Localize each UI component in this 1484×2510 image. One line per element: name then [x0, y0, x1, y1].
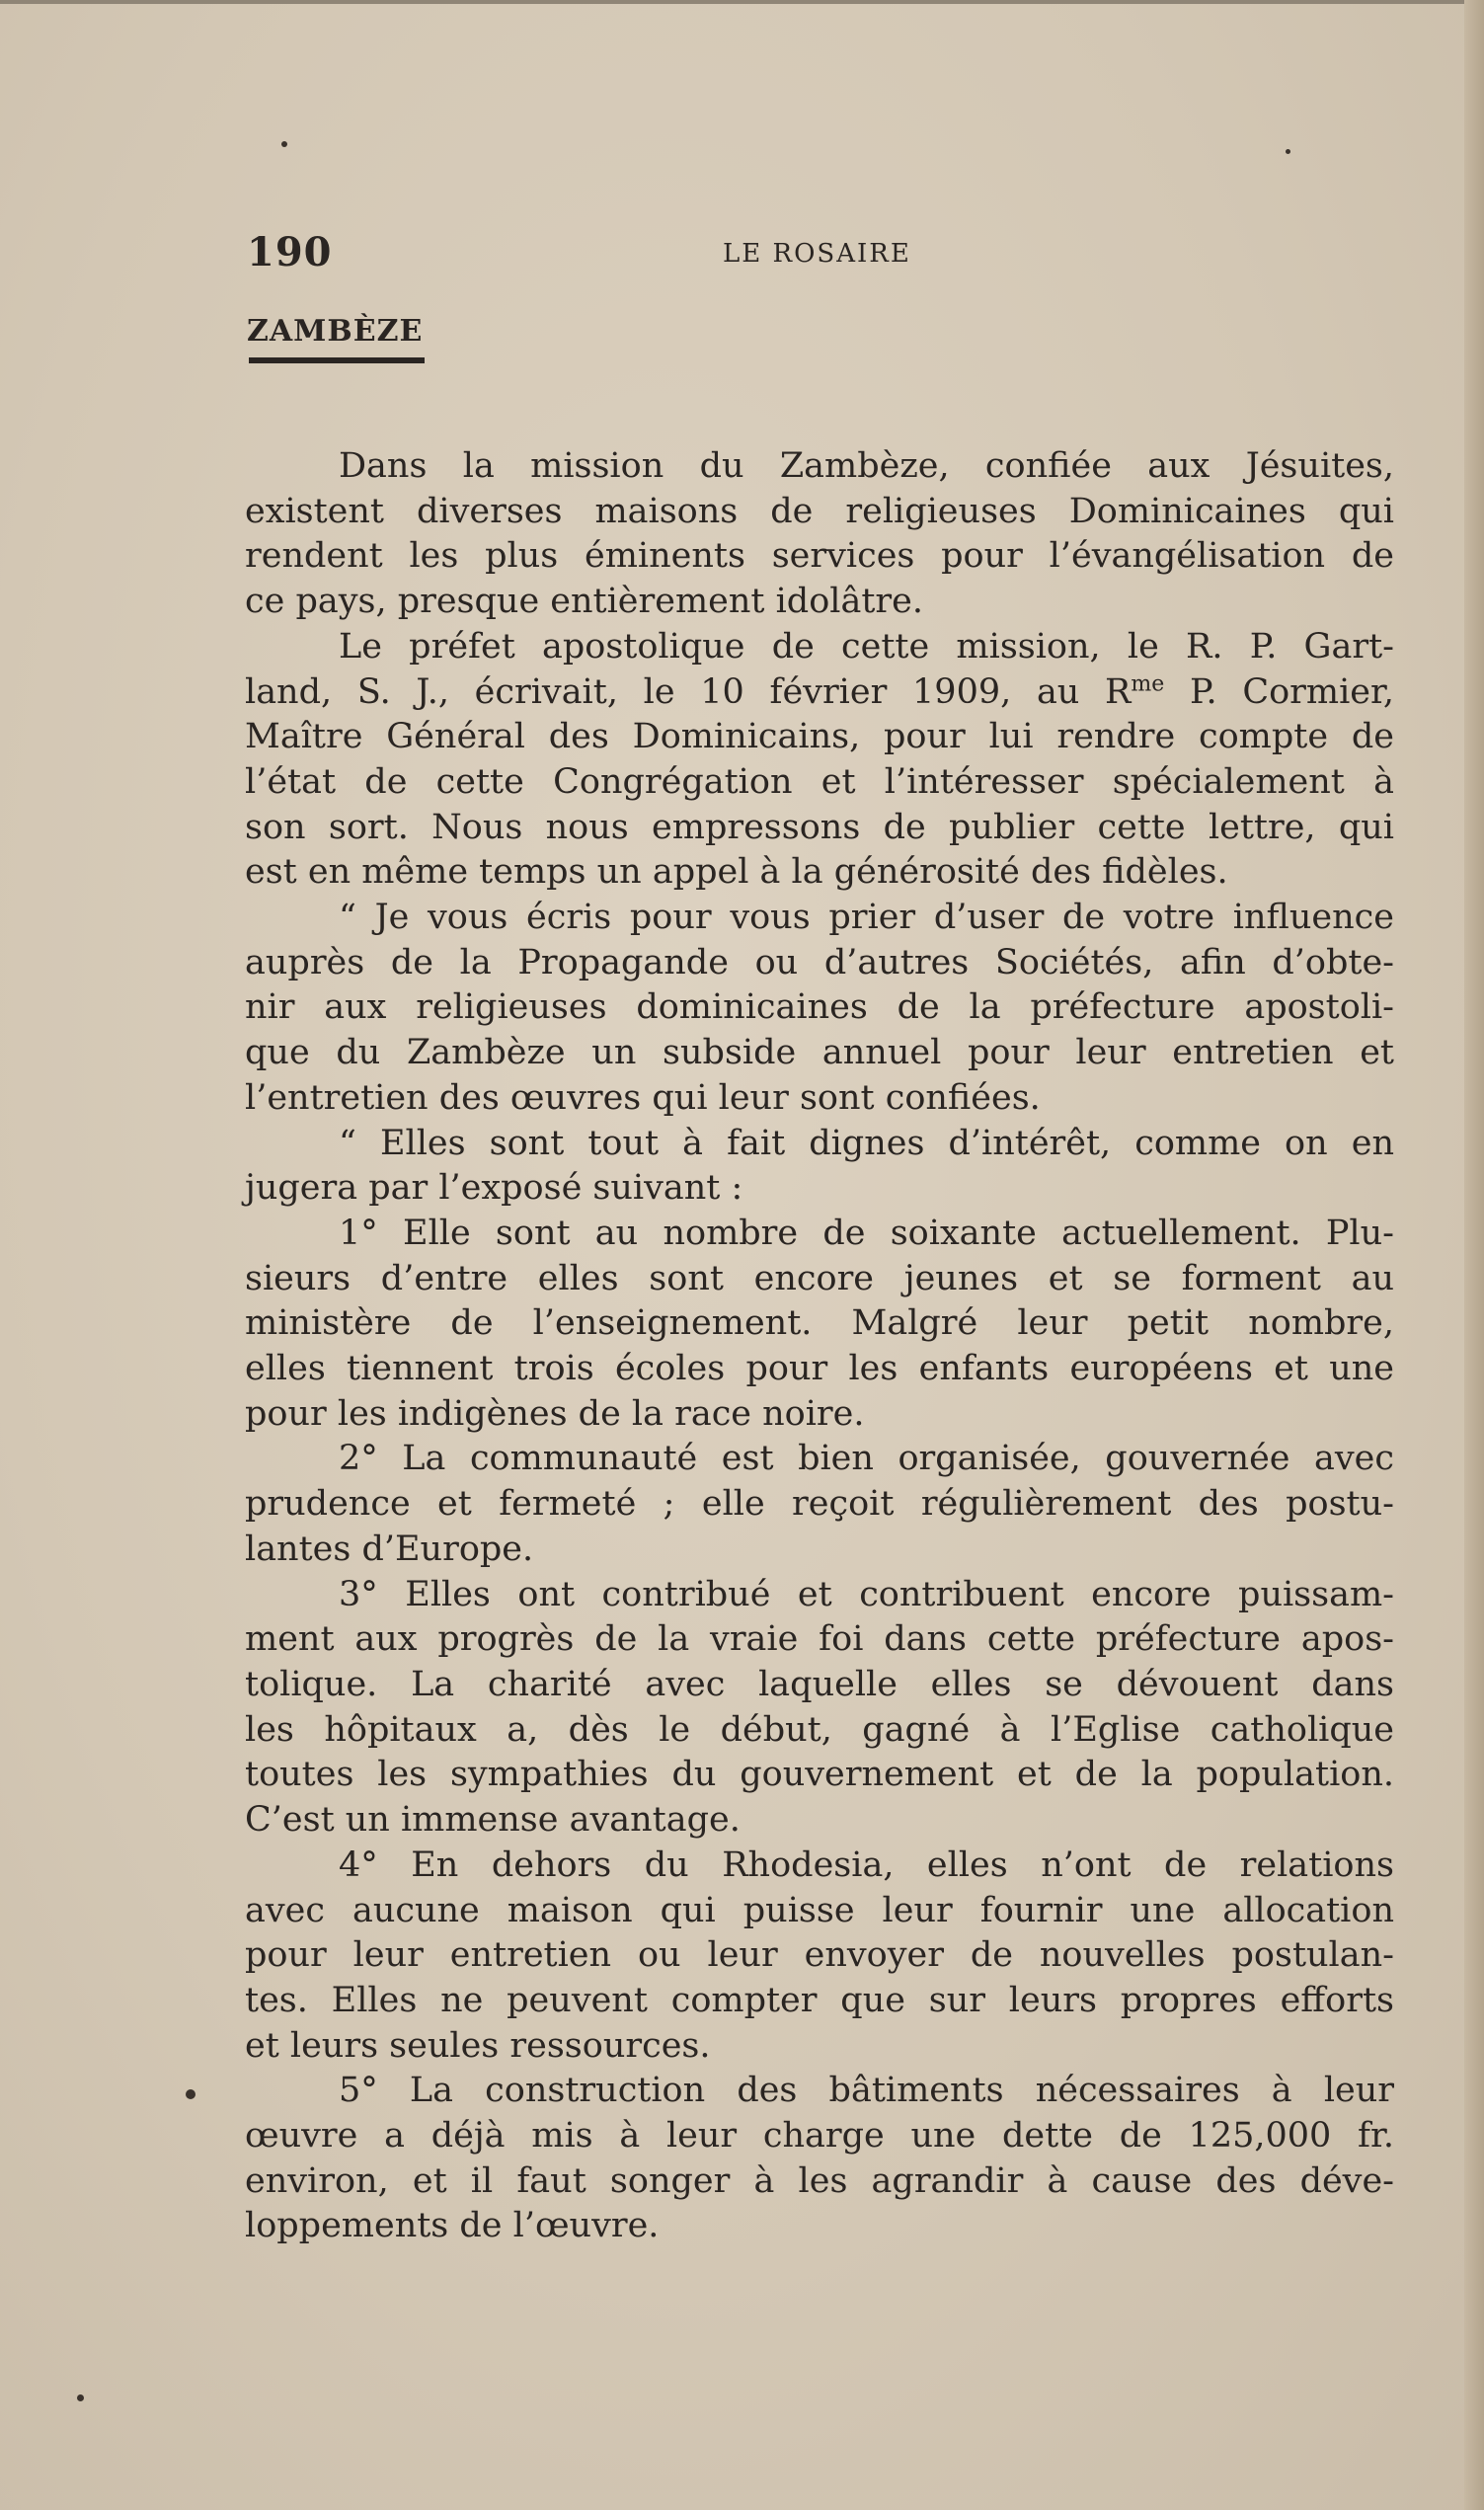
text-line: que du Zambèze un subside annuel pour leur entretien et	[245, 1033, 1394, 1073]
body-text	[245, 444, 1394, 2249]
text-line: tolique. La charité avec laquelle elles se dévouent dans	[245, 1664, 1394, 1704]
text-line: auprès de la Propagande ou d’autres Sociétés, afin d’obte-	[245, 942, 1394, 982]
page-right-edge	[1464, 0, 1484, 2510]
text-line: loppements de l’œuvre.	[245, 2206, 660, 2246]
text-line: lantes d’Europe.	[245, 1529, 534, 1569]
text-line: 2° La communauté est bien organisée, gouvernée avec	[339, 1439, 1394, 1479]
text-line: l’entretien des œuvres qui leur sont confiées.	[245, 1077, 1041, 1118]
text-line: existent diverses maisons de religieuses Dominicaines qui	[245, 491, 1394, 531]
text-line: ment aux progrès de la vraie foi dans cette préfecture apos-	[245, 1619, 1394, 1660]
text-line: 3° Elles ont contribué et contribuent encore puissam-	[339, 1574, 1394, 1614]
text-line: et leurs seules ressources.	[245, 2025, 711, 2066]
page-number: 190	[247, 229, 333, 275]
text-line: prudence et fermeté ; elle reçoit régulièrement des postu-	[245, 1484, 1394, 1525]
heading-underline	[249, 357, 425, 363]
text-line: C’est un immense avantage.	[245, 1800, 741, 1841]
text-line: son sort. Nous nous empressons de publier cette lettre, qui	[245, 807, 1394, 847]
text-line: 1° Elle sont au nombre de soixante actuellement. Plu-	[339, 1213, 1394, 1253]
page-top-edge	[0, 0, 1484, 4]
text-line: Dans la mission du Zambèze, confiée aux Jésuites,	[339, 446, 1394, 486]
text-line: sieurs d’entre elles sont encore jeunes et se forment au	[245, 1258, 1394, 1298]
text-line: toutes les sympathies du gouvernement et de la population.	[245, 1755, 1394, 1795]
text-line: avec aucune maison qui puisse leur fournir une allocation	[245, 1890, 1394, 1930]
section-heading: ZAMBÈZE	[247, 314, 424, 349]
ink-spot	[77, 2394, 84, 2401]
text-line: “ Elles sont tout à fait dignes d’intérêt, comme on en	[339, 1123, 1394, 1163]
text-line: les hôpitaux a, dès le début, gagné à l’Eglise catholique	[245, 1709, 1394, 1750]
text-fragment: land, S. J., écrivait, le 10 février 1909, au R	[245, 671, 1132, 712]
page-header	[247, 229, 1392, 284]
ink-spot	[186, 2089, 195, 2099]
ink-spot	[281, 141, 287, 147]
text-fragment: P. Cormier,	[1164, 671, 1395, 712]
running-title: LE ROSAIRE	[723, 239, 911, 269]
text-line: Maître Général des Dominicains, pour lui rendre compte de	[245, 717, 1394, 757]
text-line: jugera par l’exposé suivant :	[245, 1168, 743, 1209]
text-line: Le préfet apostolique de cette mission, le R. P. Gart-	[339, 626, 1394, 667]
text-line	[245, 670, 1394, 716]
text-line: 4° En dehors du Rhodesia, elles n’ont de relations	[339, 1844, 1394, 1885]
text-line: environ, et il faut songer à les agrandir à cause des déve-	[245, 2160, 1394, 2201]
text-line: tes. Elles ne peuvent compter que sur leurs propres efforts	[245, 1980, 1394, 2020]
ink-spot	[1286, 149, 1290, 154]
text-line: rendent les plus éminents services pour l’évangélisation de	[245, 536, 1394, 577]
text-line: est en même temps un appel à la générosité des fidèles.	[245, 852, 1228, 893]
text-line: “ Je vous écris pour vous prier d’user de votre influence	[339, 898, 1394, 938]
text-line: nir aux religieuses dominicaines de la préfecture apostoli-	[245, 987, 1394, 1028]
text-line: 5° La construction des bâtiments nécessaires à leur	[339, 2071, 1394, 2111]
text-line: ministère de l’enseignement. Malgré leur petit nombre,	[245, 1303, 1394, 1344]
superscript: me	[1131, 670, 1165, 696]
text-line: l’état de cette Congrégation et l’intéresser spécialement à	[245, 761, 1394, 802]
text-line: elles tiennent trois écoles pour les enfants européens et une	[245, 1349, 1394, 1389]
text-line: pour les indigènes de la race noire.	[245, 1393, 865, 1434]
text-line: ce pays, presque entièrement idolâtre.	[245, 582, 923, 622]
text-line: œuvre a déjà mis à leur charge une dette de 125,000 fr.	[245, 2116, 1394, 2157]
text-line: pour leur entretien ou leur envoyer de nouvelles postulan-	[245, 1935, 1394, 1976]
